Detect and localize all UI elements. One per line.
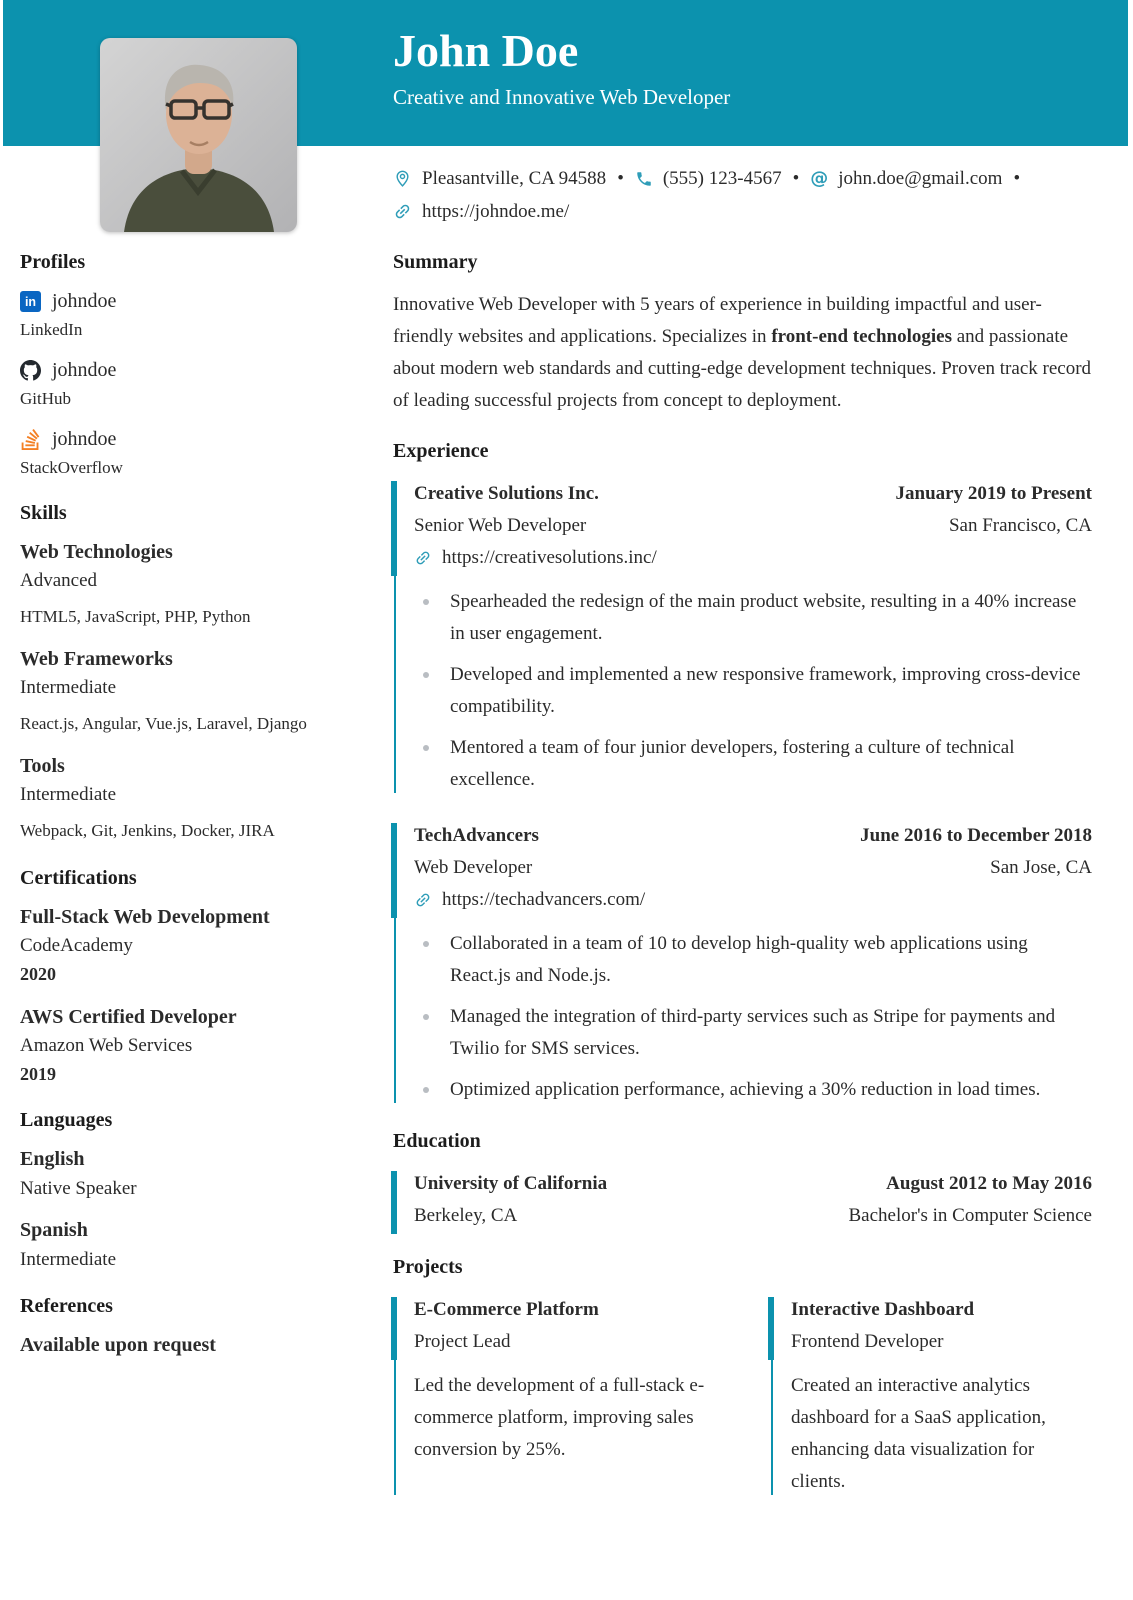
contact-website[interactable] [393,195,569,228]
skill-keywords: Webpack, Git, Jenkins, Docker, JIRA [20,821,275,840]
highlight-item: Developed and implemented a new responsive framework, improving cross-device compatibility. [414,659,1092,723]
linkedin-icon [20,291,41,312]
summary-text-part2: and passionate about modern web standards and cutting-edge development techniques. Proven track record of leading successful projects from concept to deployment. [393,326,1092,411]
phone-icon [635,170,653,188]
highlight-item: Spearheaded the redesign of the main product website, resulting in a 40% increase in user engagement. [414,586,1092,650]
company-location: San Jose, CA [990,857,1092,878]
company-url-text: https://creativesolutions.inc/ [442,547,657,568]
language-item [20,1148,373,1200]
highlight-item: Managed the integration of third-party services such as Stripe for payments and Twilio for SMS services. [414,1001,1092,1065]
company-location: San Francisco, CA [948,515,1092,536]
skills-heading: Skills [20,502,67,524]
company-url-text: https://techadvancers.com/ [442,889,646,910]
certification-name: AWS Certified Developer [20,1006,237,1028]
highlight-item: Collaborated in a team of 10 to develop high-quality web applications using React.js and Node.js. [414,928,1092,992]
certifications-section [20,867,373,1085]
skill-keywords: HTML5, JavaScript, PHP, Python [20,607,251,626]
position-title: Web Developer [414,857,533,878]
experience-entry-header [414,820,1092,916]
certification-item [20,906,373,985]
experience-heading: Experience [393,440,489,462]
language-item [20,1219,373,1271]
date-range: August 2012 to May 2016 [886,1173,1092,1194]
contact-email[interactable] [810,162,1002,195]
company-name: Creative Solutions Inc. [414,483,599,504]
contact-separator: • [617,168,624,189]
project-role: Project Lead [414,1331,511,1352]
references-note: Available upon request [20,1334,216,1356]
certification-name: Full-Stack Web Development [20,906,270,928]
skill-name: Web Technologies [20,541,173,563]
experience-entry [393,820,1092,1106]
education-entry-header [414,1168,1092,1232]
summary-text-bold: front-end technologies [771,326,952,347]
project-entry [770,1294,1092,1498]
project-entry [393,1294,715,1498]
certification-issuer: CodeAcademy [20,935,133,956]
experience-entry [393,478,1092,796]
projects-section [393,1256,1092,1522]
profile-network: LinkedIn [20,320,83,339]
contact-separator: • [792,168,800,189]
institution-name: University of California [414,1173,608,1194]
contact-row [393,162,1092,228]
email-at-icon: @ [810,168,829,189]
company-url[interactable] [414,884,1092,916]
certifications-heading: Certifications [20,867,137,889]
skill-level: Intermediate [20,784,117,805]
profile-network: GitHub [20,389,71,408]
language-level: Native Speaker [20,1178,137,1199]
github-icon [20,360,41,381]
references-section [20,1295,373,1357]
profiles-section [20,251,373,478]
project-name: Interactive Dashboard [791,1299,975,1320]
references-heading: References [20,1295,113,1317]
contact-website-text: https://johndoe.me/ [422,201,570,222]
main-column [373,251,1133,1545]
skill-item [20,541,373,629]
summary-paragraph [393,289,1092,417]
project-description: Led the development of a full-stack e-commerce platform, improving sales conversion by 25%. [414,1375,705,1460]
date-range: January 2019 to Present [895,483,1092,504]
person-name: John Doe [393,25,579,76]
profile-network: StackOverflow [20,458,123,477]
linkedin-in-glyph: in [24,295,37,310]
languages-section [20,1109,373,1271]
language-name: Spanish [20,1219,88,1241]
certification-item [20,1006,373,1085]
education-heading: Education [393,1130,481,1152]
certification-issuer: Amazon Web Services [20,1035,193,1056]
contact-location-text: Pleasantville, CA 94588 [422,168,607,189]
profile-username: johndoe [52,290,117,312]
company-name: TechAdvancers [414,825,539,846]
experience-highlights [414,928,1092,1106]
experience-entry-header [414,478,1092,574]
certification-year: 2020 [20,964,56,984]
project-role: Frontend Developer [791,1331,944,1352]
skill-level: Advanced [20,570,98,591]
skill-level: Intermediate [20,677,117,698]
company-url[interactable] [414,542,1092,574]
link-icon [414,549,432,567]
link-icon [414,891,432,909]
skill-item [20,648,373,736]
summary-heading: Summary [393,251,478,273]
highlight-item: Mentored a team of four junior developers, fostering a culture of technical excellence. [414,732,1092,796]
contact-location [393,162,606,195]
person-headline: Creative and Innovative Web Developer [393,85,731,109]
contact-phone[interactable] [635,162,782,195]
highlight-item: Optimized application performance, achieving a 30% reduction in load times. [414,1074,1092,1106]
degree: Bachelor's in Computer Science [848,1205,1092,1226]
institution-location: Berkeley, CA [414,1205,518,1226]
skill-keywords: React.js, Angular, Vue.js, Laravel, Django [20,714,307,733]
project-description: Created an interactive analytics dashboard for a SaaS application, enhancing data visualization for clients. [791,1375,1046,1492]
profile-username: johndoe [52,359,117,381]
contact-email-text: john.doe@gmail.com [838,168,1003,189]
certification-year: 2019 [20,1064,56,1084]
profiles-heading: Profiles [20,251,86,273]
profile-username: johndoe [52,428,117,450]
contact-separator: • [1013,168,1021,189]
project-entry-header [414,1294,715,1358]
date-range: June 2016 to December 2018 [860,825,1092,846]
position-title: Senior Web Developer [414,515,587,536]
stackoverflow-icon [20,429,41,450]
language-level: Intermediate [20,1249,117,1270]
profile-photo [100,38,297,232]
languages-heading: Languages [20,1109,113,1131]
sidebar [0,251,373,1545]
projects-heading: Projects [393,1256,463,1278]
project-name: E-Commerce Platform [414,1299,599,1320]
education-entry [393,1168,1092,1232]
location-pin-icon [393,169,412,188]
summary-section [393,251,1092,417]
skill-name: Web Frameworks [20,648,173,670]
experience-section [393,440,1092,1106]
skills-section [20,502,373,843]
experience-highlights [414,586,1092,796]
skill-item [20,755,373,843]
project-entry-header [791,1294,1092,1358]
projects-grid [393,1294,1092,1522]
contact-phone-text: (555) 123-4567 [662,168,782,189]
language-name: English [20,1148,85,1170]
portrait-illustration [100,38,297,232]
profile-item-stackoverflow[interactable] [20,428,373,478]
profile-item-github[interactable] [20,359,373,409]
content-columns [0,251,1133,1545]
summary-text-part1: Innovative Web Developer with 5 years of experience in building impactful and user-friendly websites and applications. Specializes in [393,294,1042,347]
skill-name: Tools [20,755,65,777]
link-icon [393,202,412,221]
profile-item-linkedin[interactable] [20,290,373,340]
education-section [393,1130,1092,1232]
